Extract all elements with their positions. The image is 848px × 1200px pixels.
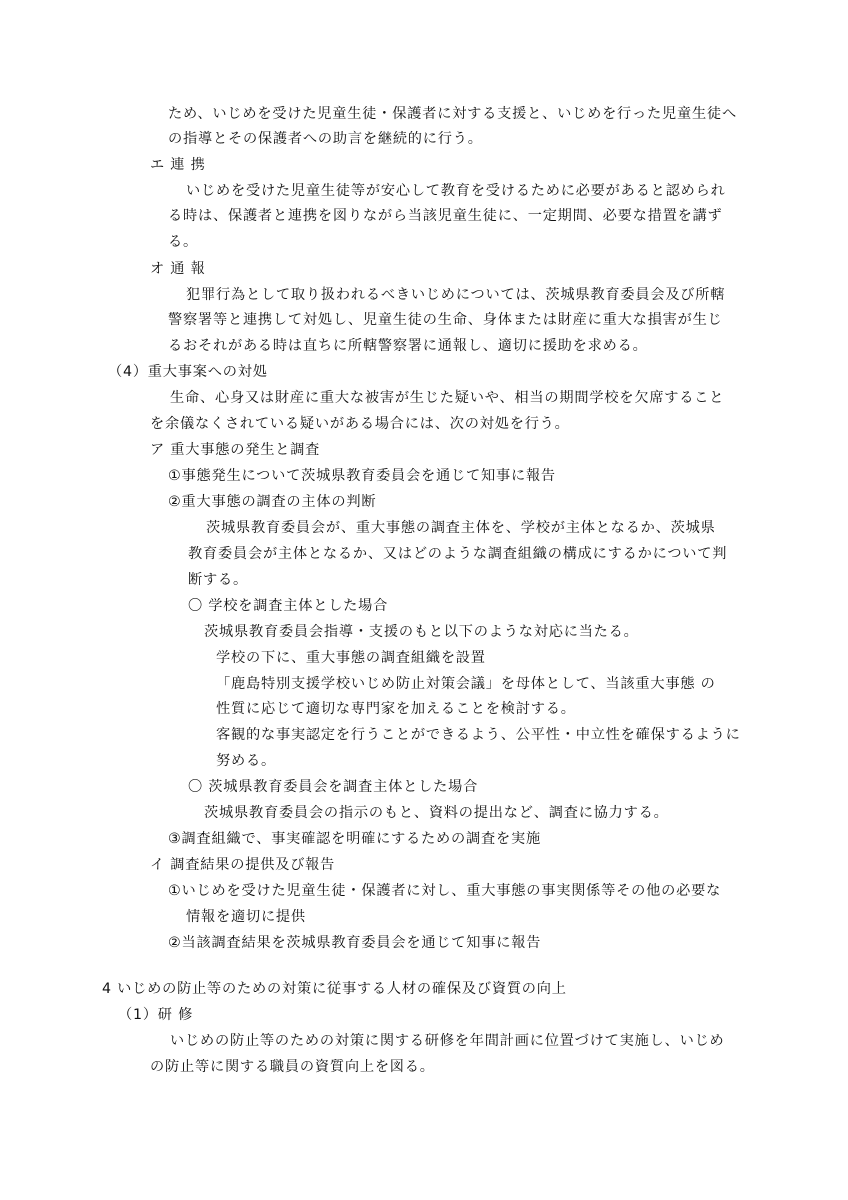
text-line: ため、いじめを受けた児童生徒・保護者に対する支援と、いじめを行った児童生徒へ — [168, 106, 737, 122]
text-line: 努める。 — [216, 753, 276, 769]
text-line: 茨城県教育委員会の指示のもと、資料の提出など、調査に協力する。 — [204, 805, 669, 821]
section-heading: （1）研 修 — [118, 1007, 194, 1023]
text-line: 生命、心身又は財産に重大な被害が生じた疑いや、相当の期間学校を欠席すること — [170, 390, 725, 406]
section-heading: オ 通 報 — [150, 261, 206, 277]
text-line: 犯罪行為として取り扱われるべきいじめについては、茨城県教育委員会及び所轄 — [186, 287, 726, 303]
text-line: る時は、保護者と連携を図りながら当該児童生徒に、一定期間、必要な措置を講ず — [168, 208, 723, 224]
list-item: ②重大事態の調査の主体の判断 — [168, 494, 377, 510]
text-line: 茨城県教育委員会が、重大事態の調査主体を、学校が主体となるか、茨城県 — [206, 520, 716, 536]
text-line: の指導とその保護者への助言を継続的に行う。 — [168, 131, 483, 147]
text-line: 「鹿島特別支援学校いじめ防止対策会議」を母体として、当該重大事態 の — [216, 676, 716, 692]
text-line: る。 — [168, 234, 198, 250]
text-line: るおそれがある時は直ちに所轄警察署に通報し、適切に援助を求める。 — [168, 338, 648, 354]
text-line: いじめの防止等のための対策に関する研修を年間計画に位置づけて実施し、いじめ — [170, 1033, 725, 1049]
text-line: 警察署等と連携して対処し、児童生徒の生命、身体または財産に重大な損害が生じ — [168, 312, 723, 328]
text-line: 断する。 — [188, 572, 248, 588]
list-item: ②当該調査結果を茨城県教育委員会を通じて知事に報告 — [168, 935, 542, 951]
text-line: 客観的な事実認定を行うことができるよう、公平性・中立性を確保するように — [216, 727, 741, 743]
list-item: ③調査組織で、事実確認を明確にするための調査を実施 — [168, 831, 541, 847]
list-item: 〇 茨城県教育委員会を調査主体とした場合 — [188, 779, 479, 795]
list-item: ①いじめを受けた児童生徒・保護者に対し、重大事態の事実関係等その他の必要な — [168, 883, 722, 899]
text-line: 茨城県教育委員会指導・支援のもと以下のような対応に当たる。 — [204, 624, 639, 640]
text-line: 学校の下に、重大事態の調査組織を設置 — [216, 650, 486, 666]
list-item: ①事態発生について茨城県教育委員会を通じて知事に報告 — [168, 468, 556, 484]
section-heading: （4）重大事案への対処 — [108, 364, 268, 380]
text-line: を余儀なくされている疑いがある場合には、次の対処を行う。 — [150, 416, 570, 432]
chapter-heading: 4 いじめの防止等のための対策に従事する人材の確保及び資質の向上 — [102, 981, 567, 997]
text-line: 情報を適切に提供 — [186, 909, 306, 925]
text-line: の防止等に関する職員の資質向上を図る。 — [150, 1059, 435, 1075]
section-heading: エ 連 携 — [150, 157, 206, 173]
section-heading: ア 重大事態の発生と調査 — [150, 442, 321, 458]
list-item: 〇 学校を調査主体とした場合 — [188, 598, 389, 614]
text-line: いじめを受けた児童生徒等が安心して教育を受けるために必要があると認められ — [186, 183, 726, 199]
text-line: 教育委員会が主体となるか、又はどのような調査組織の構成にするかについて判 — [188, 546, 728, 562]
section-heading: イ 調査結果の提供及び報告 — [150, 857, 336, 873]
text-line: 性質に応じて適切な専門家を加えることを検討する。 — [216, 701, 576, 717]
